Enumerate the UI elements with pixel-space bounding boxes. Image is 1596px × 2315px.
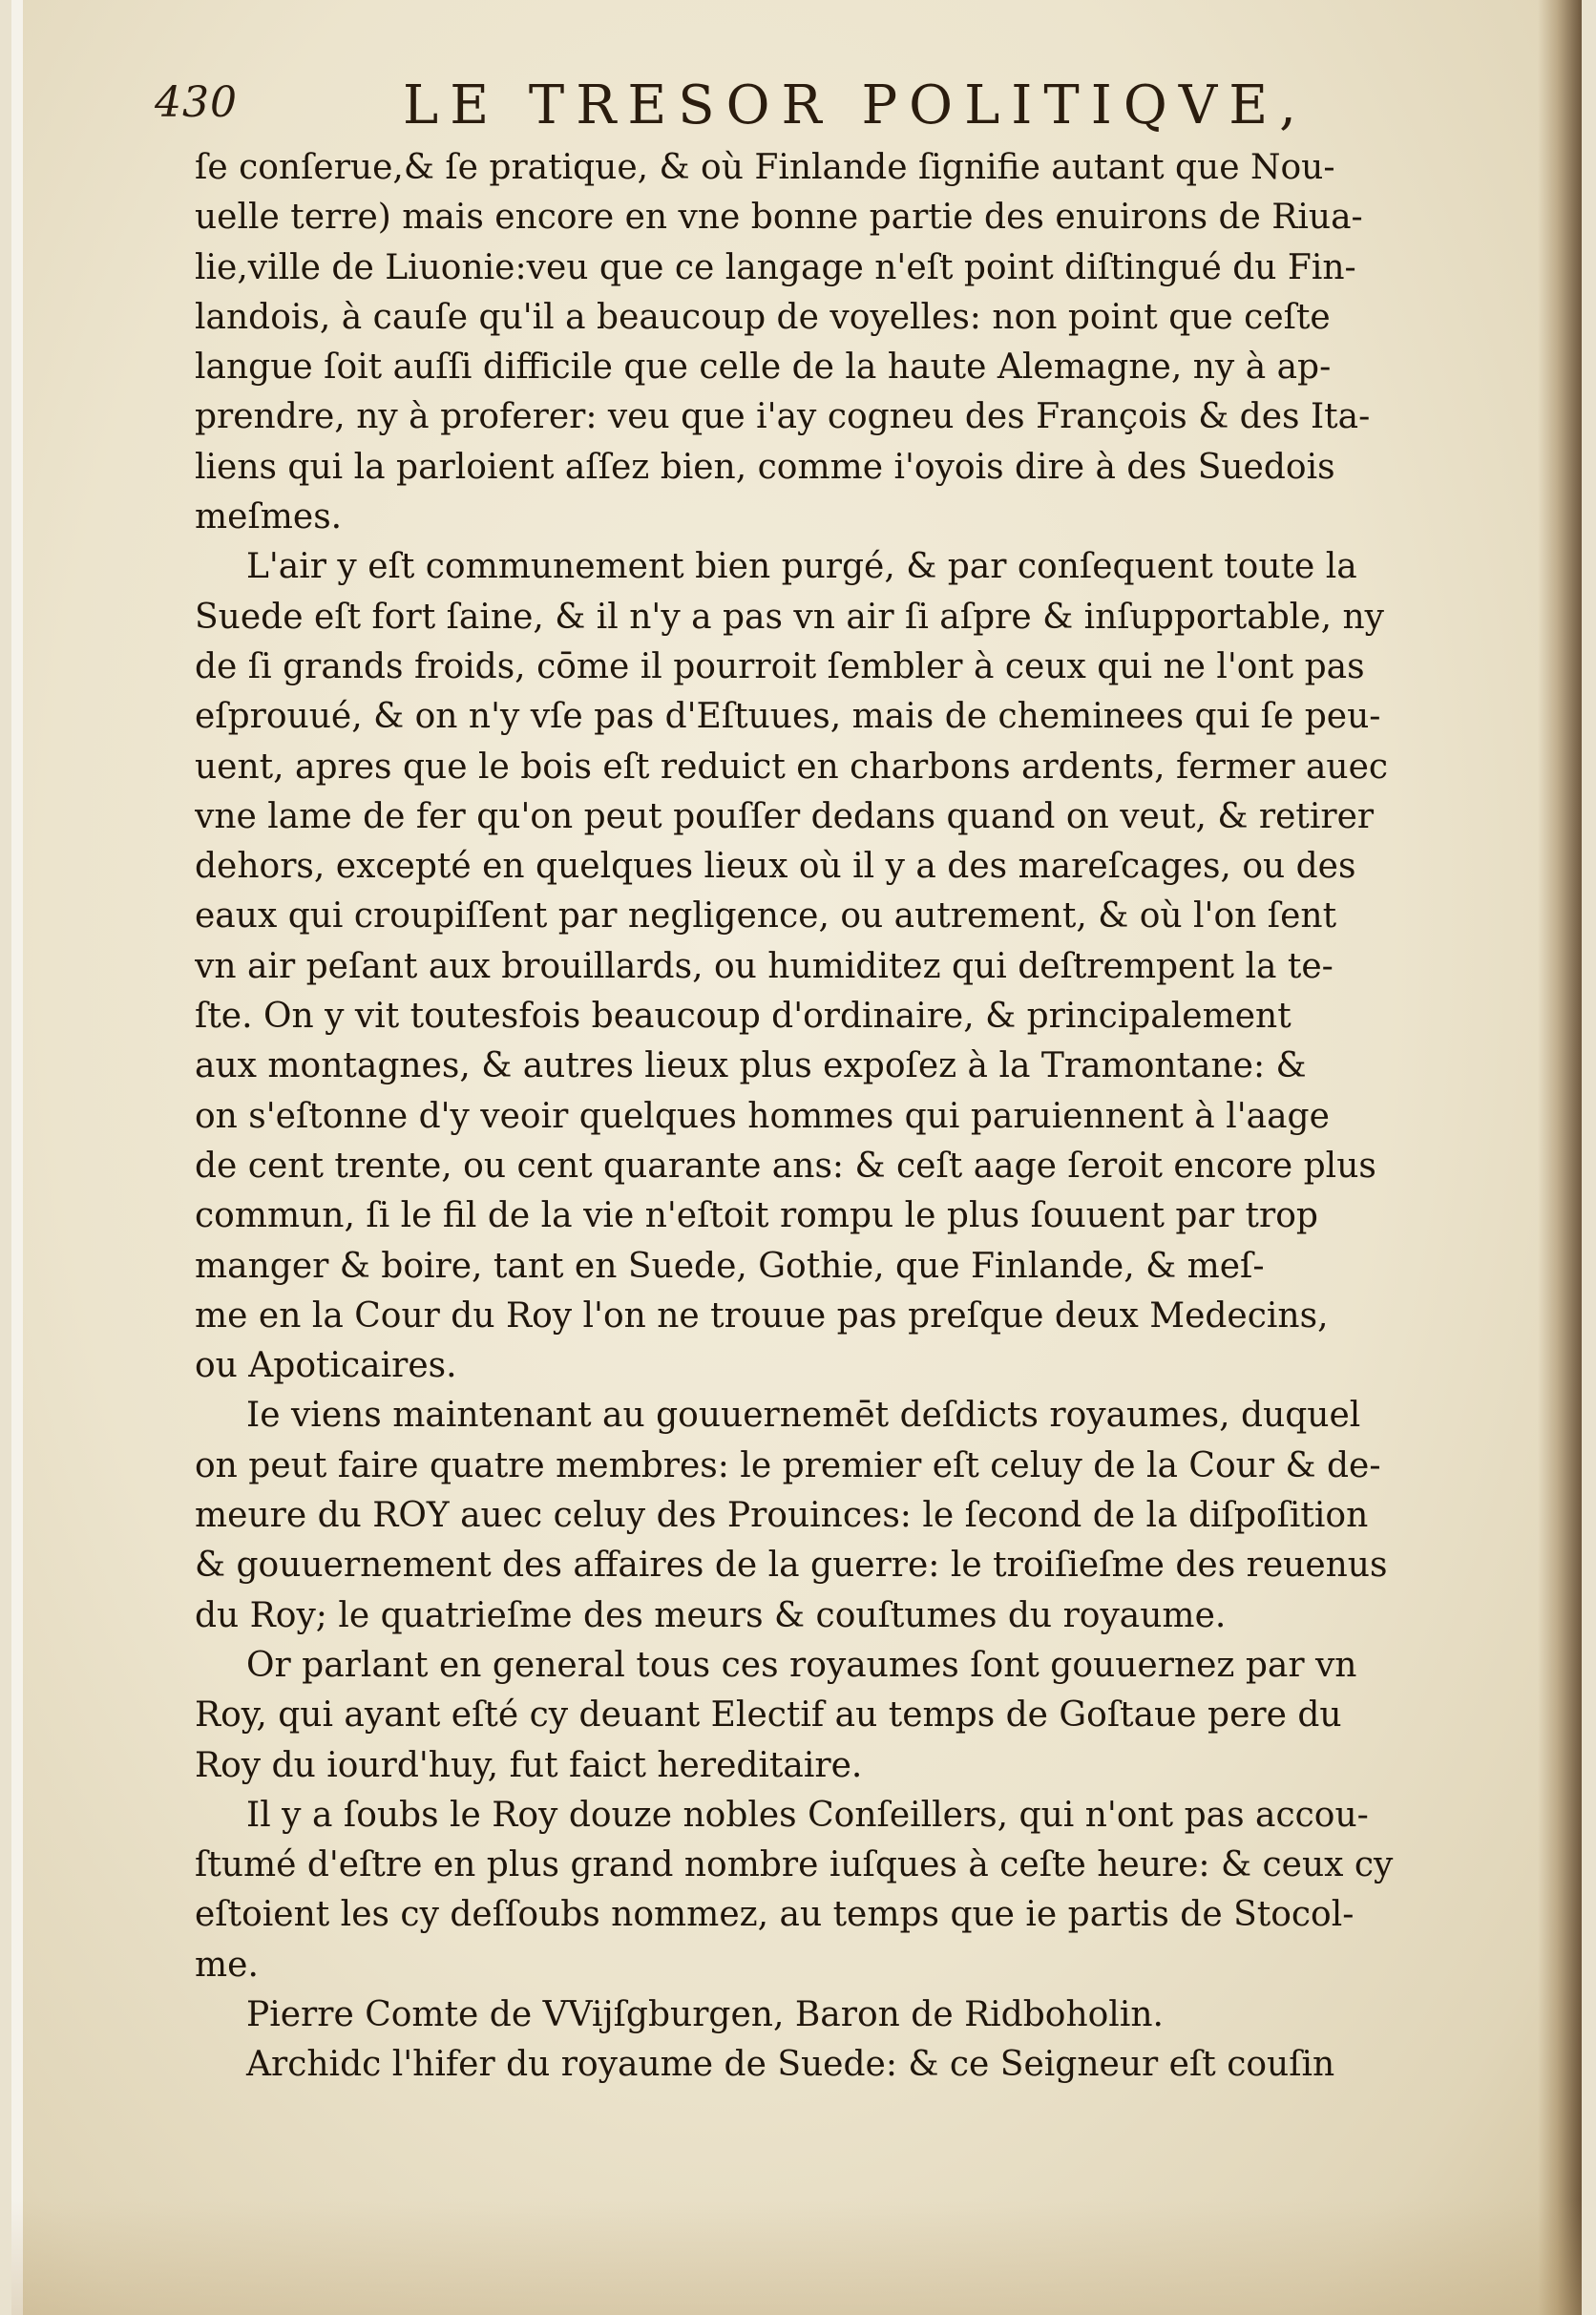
body-text [195,143,1455,2091]
text-line: manger & boire, tant en Suede, Gothie, que Finlande, & meſ- [195,1246,1265,1286]
text-line: eſprouué, & on n'y vſe pas d'Eſtuues, mais de cheminees qui ſe peu- [195,697,1381,737]
text-line: meure du ROY auec celuy des Prouinces: le ſecond de la diſpoſition [195,1496,1369,1536]
text-line: me. [195,1945,259,1985]
running-title: LE TRESOR POLITIQVE, [403,74,1308,137]
paragraph-start-line: Pierre Comte de VVijſgburgen, Baron de Ridboholin. [246,1994,1164,2034]
page-left-margin [11,0,23,2315]
paragraph-start-line: Ie viens maintenant au gouuernemēt deſdicts royaumes, duquel [246,1396,1361,1436]
text-line: ſte. On y vit toutesfois beaucoup d'ordinaire, & principalement [195,997,1292,1037]
page-number: 430 [155,78,238,127]
text-line: ou Apoticaires. [195,1346,457,1386]
text-line: de cent trente, ou cent quarante ans: & ceſt aage ſeroit encore plus [195,1146,1376,1186]
text-line: eſtoient les cy deſſoubs nommez, au temps que ie partis de Stocol- [195,1895,1354,1935]
text-line: eaux qui croupiſſent par negligence, ou autrement, & où l'on ſent [195,896,1337,937]
paragraph-start-line: Il y a ſoubs le Roy douze nobles Conſeillers, qui n'ont pas accou- [246,1795,1369,1835]
text-line: commun, ſi le fil de la vie n'eſtoit rompu le plus ſouuent par trop [195,1196,1318,1236]
text-line: ſtumé d'eſtre en plus grand nombre iuſques à ceſte heure: & ceux cy [195,1845,1394,1885]
page-header [155,63,1453,139]
text-line: vne lame de fer qu'on peut pouſſer dedans quand on veut, & retirer [195,796,1375,836]
text-line: meſmes. [195,497,343,537]
text-line: on s'eſtonne d'y veoir quelques hommes qui paruiennent à l'aage [195,1096,1330,1136]
book-spine-shadow [1538,0,1582,2315]
text-line: lie,ville de Liuonie:veu que ce langage n'eſt point diſtingué du Fin- [195,247,1356,287]
text-line: Roy, qui ayant eſté cy deuant Electif au temps de Goſtaue pere du [195,1695,1342,1736]
text-line: me en la Cour du Roy l'on ne trouue pas preſque deux Medecins, [195,1295,1329,1336]
text-line: uelle terre) mais encore en vne bonne partie des enuirons de Riua- [195,198,1363,238]
text-line: aux montagnes, & autres lieux plus expoſez à la Tramontane: & [195,1046,1307,1086]
paragraph-start-line: Archidc l'hifer du royaume de Suede: & ce Seigneur eſt couſin [246,2045,1335,2085]
text-line: Suede eſt fort ſaine, & il n'y a pas vn air ſi aſpre & inſupportable, ny [195,597,1384,637]
text-line: langue ſoit auſſi difficile que celle de la haute Alemagne, ny à ap- [195,347,1332,388]
text-line: prendre, ny à proferer: veu que i'ay cogneu des François & des Ita- [195,397,1371,437]
paragraph-start-line: Or parlant en general tous ces royaumes ſont gouuernez par vn [246,1645,1357,1685]
text-line: uent, apres que le bois eſt reduict en charbons ardents, fermer auec [195,747,1389,787]
paragraph-start-line: L'air y eſt communement bien purgé, & par conſequent toute la [246,547,1357,587]
text-line: & gouuernement des affaires de la guerre: le troiſieſme des reuenus [195,1546,1388,1586]
text-line: de ſi grands froids, cōme il pourroit ſembler à ceux qui ne l'ont pas [195,646,1365,686]
text-line: landois, à cauſe qu'il a beaucoup de voyelles: non point que ceſte [195,297,1331,337]
text-line: Roy du iourd'huy, fut faict hereditaire. [195,1745,863,1785]
book-page [11,0,1582,2315]
text-line: dehors, excepté en quelques lieux où il y a des mareſcages, ou des [195,847,1356,887]
page-bottom-shadow [11,2200,1582,2315]
text-line: ſe conſerue,& ſe pratique, & où Finlande ſignifie autant que Nou- [195,148,1335,187]
text-line: vn air peſant aux brouillards, ou humiditez qui deſtrempent la te- [195,946,1334,986]
text-line: on peut faire quatre membres: le premier eſt celuy de la Cour & de- [195,1445,1381,1485]
text-line: du Roy; le quatrieſme des meurs & couſtumes du royaume. [195,1595,1227,1635]
text-line: liens qui la parloient aſſez bien, comme i'oyois dire à des Suedois [195,447,1335,487]
